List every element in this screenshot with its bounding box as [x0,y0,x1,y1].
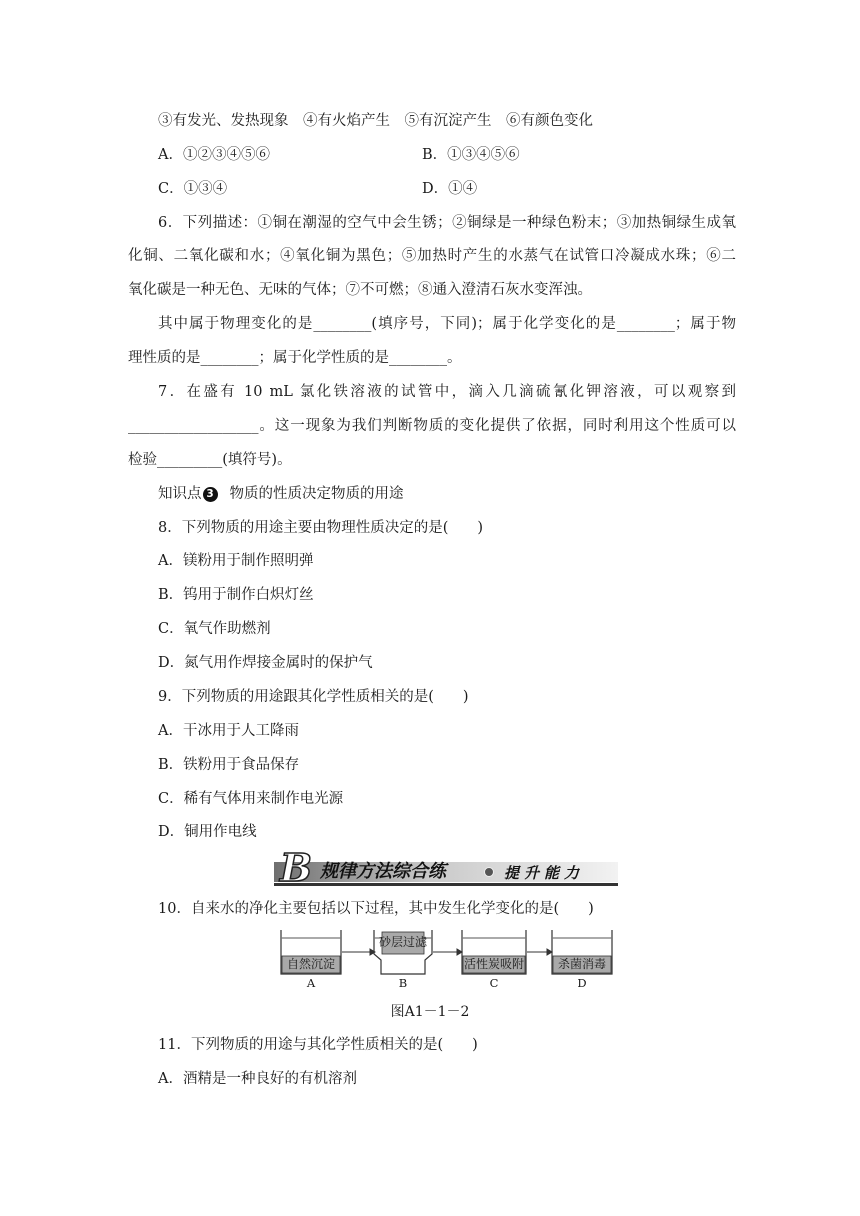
step-a-label: 自然沉淀 [286,957,335,971]
knowledge-point-heading [158,484,404,504]
q5-option-d: D．①④ [422,181,478,197]
q8-option-d: D．氮气用作焊接金属时的保护气 [158,655,373,671]
step-c-letter: C [489,976,499,990]
option-line-3-6: ③有发光、发热现象 ④有火焰产生 ⑤有沉淀产生 ⑥有颜色变化 [158,113,593,129]
q9-option-c: C．稀有气体用来制作电光源 [158,791,344,807]
q5-option-b: B．①③④⑤⑥ [422,147,520,163]
q8-stem: 8．下列物质的用途主要由物理性质决定的是( ) [158,520,484,536]
banner-subtitle: 提升能力 [504,864,585,882]
q8-option-c: C．氧气作助燃剂 [158,621,271,637]
q9-stem: 9．下列物质的用途跟其化学性质相关的是( ) [158,689,469,705]
q8-option-b: B．钨用于制作白炽灯丝 [158,587,314,603]
step-d-letter: D [577,976,587,990]
water-purification-diagram [278,928,618,992]
q7-line-2: __________________。这一现象为我们判断物质的变化提供了依据，同时利用这个性质可以 [128,418,736,434]
step-b-letter: B [398,976,408,990]
q5-option-c: C．①③④ [158,181,228,197]
q5-option-a: A．①②③④⑤⑥ [158,147,270,163]
q9-option-a: A．干冰用于人工降雨 [158,723,299,739]
q7-line-3: 检验_________(填符号)。 [128,452,292,468]
banner-letter: B [280,845,313,890]
knowledge-point-number-badge: 3 [203,487,218,502]
section-banner [270,845,618,890]
banner-underline [274,883,618,886]
step-d-label: 杀菌消毒 [557,957,606,971]
figure-caption: 图A1－1－2 [390,1004,470,1020]
knowledge-point-title: 物质的性质决定物质的用途 [229,486,404,502]
q7-line-1: 7．在盛有 10 mL 氯化铁溶液的试管中，滴入几滴硫氰化钾溶液，可以观察到 [158,384,736,400]
banner-title: 规律方法综合练 [320,861,446,882]
knowledge-point-label: 知识点 [158,486,202,502]
q8-option-a: A．镁粉用于制作照明弹 [158,553,314,569]
q11-stem: 11．下列物质的用途与其化学性质相关的是( ) [158,1037,478,1053]
q6-line-2: 化铜、二氧化碳和水；④氧化铜为黑色；⑤加热时产生的水蒸气在试管口冷凝成水珠；⑥二 [128,248,736,264]
q9-option-d: D．铜用作电线 [158,824,257,840]
arrowhead-c-d [547,949,552,955]
q9-option-b: B．铁粉用于食品保存 [158,757,300,773]
step-c-label: 活性炭吸附 [463,957,524,971]
step-b-label: 砂层过滤 [378,935,427,949]
q6-line-5: 理性质的是________；属于化学性质的是________。 [128,350,462,366]
step-a-letter: A [306,976,316,990]
banner-dot [485,868,494,877]
q6-line-1: 6．下列描述：①铜在潮湿的空气中会生锈；②铜绿是一种绿色粉末；③加热铜绿生成氧 [158,215,736,231]
arrowhead-b-c [457,949,462,955]
q11-option-a: A．酒精是一种良好的有机溶剂 [158,1071,357,1087]
q6-line-4: 其中属于物理变化的是________(填序号，下同)；属于化学变化的是________；属于物 [158,316,736,332]
q6-line-3: 氧化碳是一种无色、无味的气体；⑦不可燃；⑧通入澄清石灰水变浑浊。 [128,282,592,298]
q10-stem: 10．自来水的净化主要包括以下过程，其中发生化学变化的是( ) [158,901,594,917]
